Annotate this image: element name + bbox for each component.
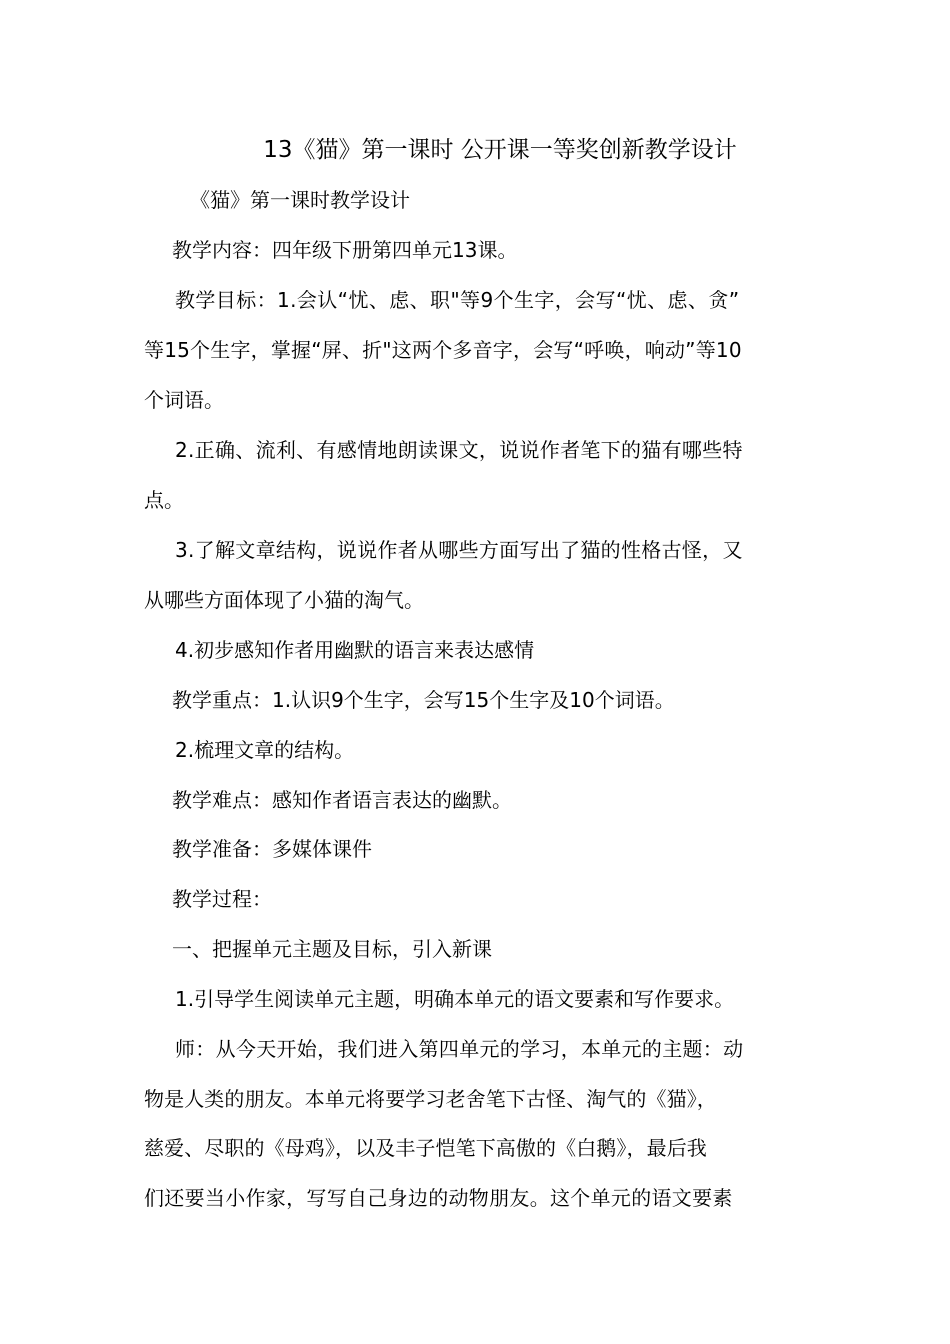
goal-3-line-1: 3.了解文章结构，说说作者从哪些方面写出了猫的性格古怪，又	[175, 538, 743, 562]
document-title: 13《猫》第一课时 公开课一等奖创新教学设计	[263, 137, 737, 163]
teaching-goals-line-3: 个词语。	[144, 388, 224, 412]
teaching-difficulty: 教学难点：感知作者语言表达的幽默。	[172, 788, 512, 812]
goal-2-line-2: 点。	[144, 488, 184, 512]
goal-4: 4.初步感知作者用幽默的语言来表达感情	[175, 638, 535, 662]
goal-3-line-2: 从哪些方面体现了小猫的淘气。	[144, 588, 424, 612]
subtitle: 《猫》第一课时教学设计	[190, 188, 410, 212]
teacher-line-2: 物是人类的朋友。本单元将要学习老舍笔下古怪、淘气的《猫》，	[144, 1087, 717, 1111]
teaching-content: 教学内容：四年级下册第四单元13课。	[172, 238, 518, 262]
teacher-line-4: 们还要当小作家，写写自己身边的动物朋友。这个单元的语文要素	[144, 1186, 733, 1210]
goal-2-line-1: 2.正确、流利、有感情地朗读课文，说说作者笔下的猫有哪些特	[175, 438, 743, 462]
section-heading-1: 一、把握单元主题及目标，引入新课	[172, 937, 492, 961]
teacher-line-1: 师：从今天开始，我们进入第四单元的学习，本单元的主题：动	[175, 1037, 744, 1061]
step-1: 1.引导学生阅读单元主题，明确本单元的语文要素和写作要求。	[175, 987, 735, 1011]
teaching-process: 教学过程：	[172, 887, 272, 911]
teaching-focus-2: 2.梳理文章的结构。	[175, 738, 355, 762]
teaching-preparation: 教学准备：多媒体课件	[172, 837, 372, 861]
teaching-goals-line-2: 等15个生字，掌握“屏、折"这两个多音字，会写“呼唤，响动”等10	[144, 338, 742, 362]
teaching-focus-1: 教学重点：1.认识9个生字，会写15个生字及10个词语。	[172, 688, 675, 712]
teacher-line-3: 慈爱、尽职的《母鸡》，以及丰子恺笔下高傲的《白鹅》，最后我	[144, 1136, 707, 1160]
teaching-goals-line-1: 教学目标：1.会认“忧、虑、职"等9个生字，会写“忧、虑、贪”	[175, 288, 740, 312]
